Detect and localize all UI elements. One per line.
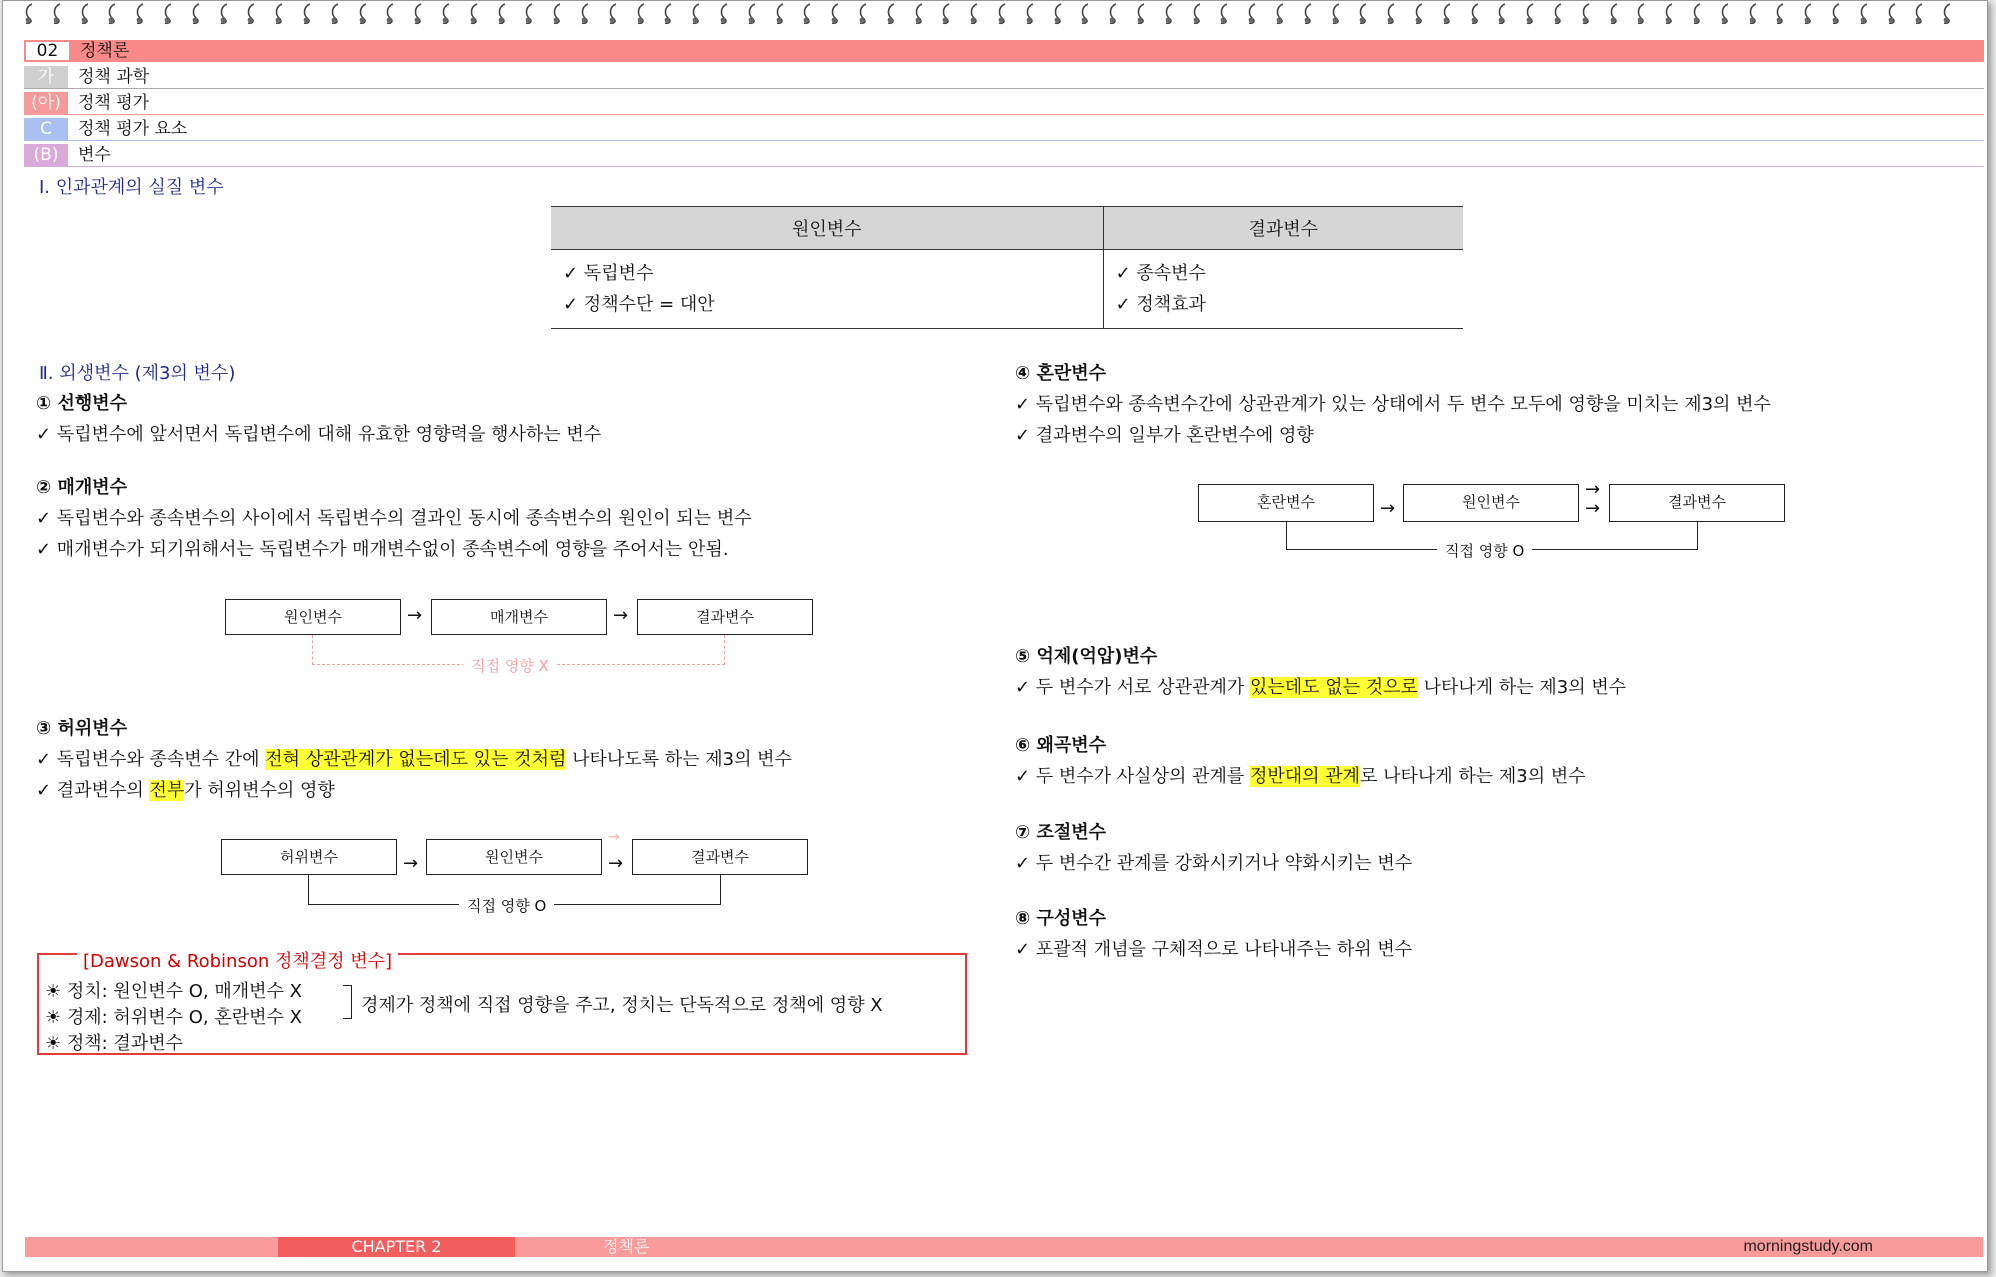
binder-ring-icon <box>913 3 927 25</box>
header-chapter-title: 정책론 <box>80 41 130 61</box>
v6-title: ⑥ 왜곡변수 <box>1015 735 1107 756</box>
header-row-4 <box>24 118 1984 141</box>
diagram-note-no-direct: 직접 영향 X <box>463 655 557 676</box>
v2-line-1: ✓ 독립변수와 종속변수의 사이에서 독립변수의 결과인 동시에 종속변수의 원인이 되는 변수 <box>36 508 752 529</box>
v5-line-pre: ✓ 두 변수가 서로 상관관계가 <box>1015 677 1250 698</box>
header-label-variables: 변수 <box>78 145 111 165</box>
binder-ring-icon <box>1663 3 1677 25</box>
binder-ring-icon <box>412 3 426 25</box>
v6-highlight: 정반대의 관계 <box>1249 766 1361 787</box>
binder-ring-icon <box>1496 3 1510 25</box>
binder-ring-icon <box>1107 3 1121 25</box>
v2-title: ② 매개변수 <box>36 477 128 498</box>
v4-title: ④ 혼란변수 <box>1015 363 1107 384</box>
v4-line-2: ✓ 결과변수의 일부가 혼란변수에 영향 <box>1015 425 1314 446</box>
dawson-title: [Dawson & Robinson 정책결정 변수] <box>77 947 398 973</box>
dawson-note: 경제가 정책에 직접 영향을 주고, 정치는 단독적으로 정책에 영향 X <box>361 995 883 1016</box>
diagram-box-cause: 원인변수 <box>225 599 401 635</box>
v5-highlight: 있는데도 없는 것으로 <box>1249 677 1418 698</box>
v6-line <box>1015 762 1586 788</box>
binder-ring-icon <box>1079 3 1093 25</box>
diagram-box-effect: 결과변수 <box>637 599 813 635</box>
binder-ring-icon <box>1913 3 1927 25</box>
arrow-right-icon: → <box>608 853 624 874</box>
diagram-box-effect: 결과변수 <box>1609 484 1785 522</box>
v3-highlight-1: 전혀 상관관계가 없는데도 있는 것처럼 <box>265 749 567 770</box>
binder-ring-icon <box>829 3 843 25</box>
header-label-policy-science: 정책 과학 <box>78 67 150 87</box>
binder-ring-icon <box>1608 3 1622 25</box>
binder-ring-icon <box>774 3 788 25</box>
v6-line-pre: ✓ 두 변수가 사실상의 관계를 <box>1015 766 1250 787</box>
v4-line-1: ✓ 독립변수와 종속변수간에 상관관계가 있는 상태에서 두 변수 모두에 영향을 미치는 제3의 변수 <box>1015 394 1771 415</box>
header-chapter-number: 02 <box>26 42 70 60</box>
binder-ring-icon <box>1246 3 1260 25</box>
header-row-3 <box>24 92 1984 115</box>
binder-ring-icon <box>51 3 65 25</box>
diagram-box-cause: 원인변수 <box>426 839 602 875</box>
binder-ring-icon <box>1552 3 1566 25</box>
binder-ring-icon <box>79 3 93 25</box>
binder-ring-icon <box>496 3 510 25</box>
dawson-item-text: 경제: 허위변수 O, 혼란변수 X <box>66 1007 302 1028</box>
v3-highlight-2: 전부 <box>149 780 185 801</box>
v5-line <box>1015 673 1626 699</box>
binder-ring-icon <box>1830 3 1844 25</box>
binder-ring-icon <box>134 3 148 25</box>
v7-title: ⑦ 조절변수 <box>1015 822 1107 843</box>
binder-ring-icon <box>1691 3 1705 25</box>
binder-ring-icon <box>1024 3 1038 25</box>
binder-ring-icon <box>1441 3 1455 25</box>
effect-item: ✓ 정책효과 <box>1115 294 1206 315</box>
diagram-box-cause: 원인변수 <box>1403 484 1579 522</box>
binder-ring-icon <box>1191 3 1205 25</box>
arrow-right-icon: → <box>613 605 629 626</box>
section-1-title: Ⅰ. 인과관계의 실질 변수 <box>39 177 224 198</box>
v3-line-2-post: 가 허위변수의 영향 <box>184 780 335 801</box>
table-cell-effect <box>1103 250 1463 329</box>
header-num-a: (아) <box>24 92 68 114</box>
header-label-policy-eval: 정책 평가 <box>78 93 150 113</box>
binder-ring-icon <box>1858 3 1872 25</box>
binder-ring-icon <box>718 3 732 25</box>
binder-ring-icon <box>1302 3 1316 25</box>
bracket <box>343 985 352 1019</box>
binder-ring-icon <box>940 3 954 25</box>
header-row-1 <box>24 40 1984 62</box>
diagram-box-effect: 결과변수 <box>632 839 808 875</box>
diagram-box-spurious: 허위변수 <box>221 839 397 875</box>
binder-ring-icon <box>746 3 760 25</box>
v3-line-1-post: 나타나도록 하는 제3의 변수 <box>566 749 792 770</box>
binder-ring-icon <box>190 3 204 25</box>
arrow-right-icon: → <box>407 605 423 626</box>
footer-bar <box>25 1237 1983 1257</box>
binder-ring-icon <box>551 3 565 25</box>
binder-ring-icon <box>523 3 537 25</box>
header-num-ga: 가 <box>24 66 68 88</box>
sun-icon: ☀ <box>45 981 62 1002</box>
dawson-item-policy <box>45 1029 183 1055</box>
binder-ring-icon <box>357 3 371 25</box>
arrow-right-icon: → <box>1585 498 1601 519</box>
sun-icon: ☀ <box>45 1007 62 1028</box>
v3-line-1-pre: ✓ 독립변수와 종속변수 간에 <box>36 749 266 770</box>
binder-ring-icon <box>1052 3 1066 25</box>
page <box>2 0 1988 1272</box>
diagram-note-direct: 직접 영향 O <box>1437 540 1532 561</box>
binder-ring-icon <box>468 3 482 25</box>
binder-ring-icon <box>968 3 982 25</box>
sun-icon: ☀ <box>45 1033 62 1054</box>
v3-title: ③ 허위변수 <box>36 718 128 739</box>
binder-ring-icon <box>1774 3 1788 25</box>
binder-ring-icon <box>1802 3 1816 25</box>
v6-line-post: 로 나타나게 하는 제3의 변수 <box>1360 766 1586 787</box>
binder-ring-icon <box>1135 3 1149 25</box>
binder-ring-icon <box>1330 3 1344 25</box>
binder-ring-icon <box>329 3 343 25</box>
binder-ring-icon <box>1274 3 1288 25</box>
binder-ring-icon <box>662 3 676 25</box>
binder-ring-icon <box>218 3 232 25</box>
dawson-item-text: 정치: 원인변수 O, 매개변수 X <box>66 981 302 1002</box>
header-row-2 <box>24 66 1984 89</box>
binder-ring-icon <box>23 3 37 25</box>
dawson-item-text: 정책: 결과변수 <box>66 1033 183 1054</box>
v8-title: ⑧ 구성변수 <box>1015 908 1107 929</box>
binder-ring-icon <box>607 3 621 25</box>
v8-line: ✓ 포괄적 개념을 구체적으로 나타내주는 하위 변수 <box>1015 939 1413 960</box>
table-header-effect: 결과변수 <box>1103 207 1463 250</box>
binder-ring-icon <box>1218 3 1232 25</box>
binder-ring-icon <box>440 3 454 25</box>
binder-rings <box>23 3 1973 27</box>
binder-ring-icon <box>1747 3 1761 25</box>
table-cell-cause <box>551 250 1103 329</box>
binder-ring-icon <box>1580 3 1594 25</box>
v5-line-post: 나타나게 하는 제3의 변수 <box>1417 677 1627 698</box>
footer-title: 정책론 <box>603 1237 650 1256</box>
header-num-c: C <box>24 118 68 140</box>
binder-ring-icon <box>162 3 176 25</box>
header-row-5 <box>24 144 1984 167</box>
binder-ring-icon <box>1719 3 1733 25</box>
v5-title: ⑤ 억제(억압)변수 <box>1015 646 1158 667</box>
section-2-title: Ⅱ. 외생변수 (제3의 변수) <box>39 363 236 384</box>
binder-ring-icon <box>801 3 815 25</box>
v2-line-2: ✓ 매개변수가 되기위해서는 독립변수가 매개변수없이 종속변수에 영향을 주어서는 안됨. <box>36 539 729 560</box>
binder-ring-icon <box>1357 3 1371 25</box>
binder-ring-icon <box>857 3 871 25</box>
diagram-box-mediator: 매개변수 <box>431 599 607 635</box>
dawson-item-economy <box>45 1003 302 1029</box>
binder-ring-icon <box>1524 3 1538 25</box>
diagram-note-direct: 직접 영향 O <box>459 895 554 916</box>
binder-ring-icon <box>996 3 1010 25</box>
arrow-right-icon: → <box>1585 479 1601 500</box>
binder-ring-icon <box>579 3 593 25</box>
header-label-eval-elements: 정책 평가 요소 <box>78 119 188 139</box>
v1-title: ① 선행변수 <box>36 393 128 414</box>
cause-item: ✓ 정책수단 = 대안 <box>563 294 715 315</box>
v3-line-2-pre: ✓ 결과변수의 <box>36 780 150 801</box>
causal-variable-table <box>551 206 1463 329</box>
dawson-item-politics <box>45 977 302 1003</box>
binder-ring-icon <box>273 3 287 25</box>
v3-line-2 <box>36 776 335 802</box>
binder-ring-icon <box>245 3 259 25</box>
binder-ring-icon <box>106 3 120 25</box>
header-num-b: (B) <box>24 144 68 166</box>
arrow-right-icon: → <box>1380 498 1396 519</box>
binder-ring-icon <box>1469 3 1483 25</box>
binder-ring-icon <box>1163 3 1177 25</box>
binder-ring-icon <box>301 3 315 25</box>
faint-arrow-icon: → <box>608 829 620 845</box>
diagram-box-confounder: 혼란변수 <box>1198 484 1374 522</box>
binder-ring-icon <box>690 3 704 25</box>
binder-ring-icon <box>1385 3 1399 25</box>
binder-ring-icon <box>635 3 649 25</box>
cause-item: ✓ 독립변수 <box>563 263 654 284</box>
table-header-cause: 원인변수 <box>551 207 1103 250</box>
binder-ring-icon <box>885 3 899 25</box>
binder-ring-icon <box>1886 3 1900 25</box>
binder-ring-icon <box>1413 3 1427 25</box>
arrow-right-icon: → <box>403 853 419 874</box>
effect-item: ✓ 종속변수 <box>1115 263 1206 284</box>
v7-line: ✓ 두 변수간 관계를 강화시키거나 약화시키는 변수 <box>1015 853 1413 874</box>
footer-chapter: CHAPTER 2 <box>278 1237 515 1257</box>
binder-ring-icon <box>1635 3 1649 25</box>
binder-ring-icon <box>1941 3 1955 25</box>
v3-line-1 <box>36 745 792 771</box>
binder-ring-icon <box>384 3 398 25</box>
v1-line: ✓ 독립변수에 앞서면서 독립변수에 대해 유효한 영향력을 행사하는 변수 <box>36 424 602 445</box>
footer-site: morningstudy.com <box>1743 1238 1873 1255</box>
